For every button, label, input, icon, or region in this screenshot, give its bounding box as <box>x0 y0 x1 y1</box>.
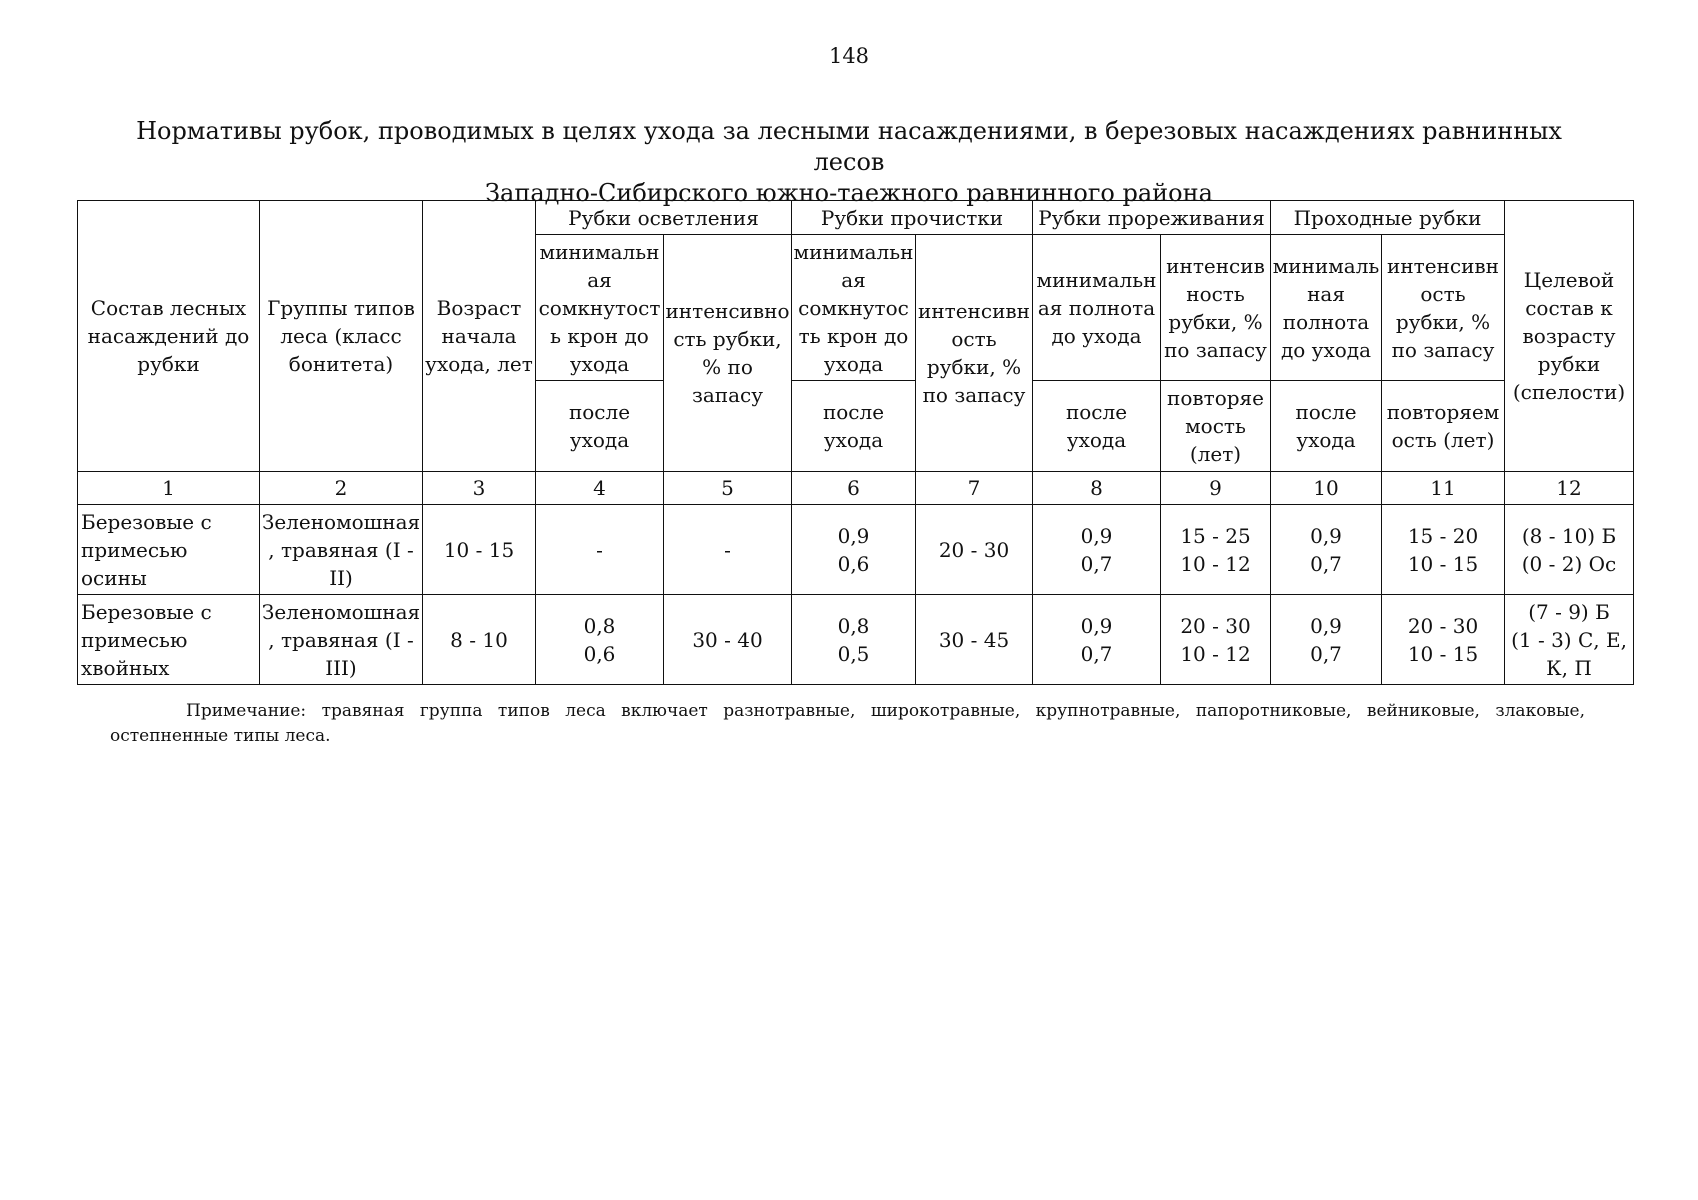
header-c4-top: минимальн ая сомкнутост ь крон до ухода <box>536 235 664 381</box>
header-c7: интенсивн ость рубки, % по запасу <box>916 235 1033 472</box>
cell-forest-group: Зеленомошная , травяная (I - III) <box>260 595 423 685</box>
cell-prorezhivanie-density: 0,9 0,7 <box>1033 595 1161 685</box>
cell-composition: Березовые с примесью осины <box>78 505 260 595</box>
header-c8-bottom: после ухода <box>1033 381 1161 472</box>
header-c4-bottom: после ухода <box>536 381 664 472</box>
column-number: 5 <box>664 472 792 505</box>
cell-forest-group: Зеленомошная , травяная (I - II) <box>260 505 423 595</box>
header-c8-top: минимальн ая полнота до ухода <box>1033 235 1161 381</box>
cell-osvetlenie-intensity: - <box>664 505 792 595</box>
column-number: 9 <box>1161 472 1271 505</box>
cell-prorezhivanie-density: 0,9 0,7 <box>1033 505 1161 595</box>
header-c6-bottom: после ухода <box>792 381 916 472</box>
header-c11-top: интенсивн ость рубки, % по запасу <box>1382 235 1505 381</box>
column-number: 10 <box>1271 472 1382 505</box>
header-group-osvetlenie: Рубки осветления <box>536 201 792 235</box>
title-line-2: Западно-Сибирского южно-таежного равнинного района <box>485 179 1213 207</box>
column-number: 4 <box>536 472 664 505</box>
header-group-prohodnye: Проходные рубки <box>1271 201 1505 235</box>
cell-osvetlenie-density: - <box>536 505 664 595</box>
column-number: 7 <box>916 472 1033 505</box>
header-group-prorezhivanie: Рубки прореживания <box>1033 201 1271 235</box>
header-composition: Состав лесных насаждений до рубки <box>78 201 260 472</box>
column-number: 2 <box>260 472 423 505</box>
header-c6-top: минимальн ая сомкнутос ть крон до ухода <box>792 235 916 381</box>
header-group-prochistka: Рубки прочистки <box>792 201 1033 235</box>
table-row <box>78 595 1634 685</box>
header-c9-bottom: повторяе мость (лет) <box>1161 381 1271 472</box>
header-forest-group: Группы типов леса (класс бонитета) <box>260 201 423 472</box>
table-row <box>78 505 1634 595</box>
column-number-row <box>78 472 1634 505</box>
cell-prohodnye-density: 0,9 0,7 <box>1271 505 1382 595</box>
header-target-composition: Целевой состав к возрасту рубки (спелости) <box>1505 201 1634 472</box>
cell-prochistka-density: 0,9 0,6 <box>792 505 916 595</box>
cell-start-age: 10 - 15 <box>423 505 536 595</box>
column-number: 8 <box>1033 472 1161 505</box>
cell-target-composition: (8 - 10) Б (0 - 2) Ос <box>1505 505 1634 595</box>
header-start-age: Возраст начала ухода, лет <box>423 201 536 472</box>
header-c10-bottom: после ухода <box>1271 381 1382 472</box>
cell-prohodnye-intensity: 15 - 20 10 - 15 <box>1382 505 1505 595</box>
cell-composition: Березовые с примесью хвойных <box>78 595 260 685</box>
cell-start-age: 8 - 10 <box>423 595 536 685</box>
page-number: 148 <box>828 44 870 68</box>
cell-prochistka-intensity: 20 - 30 <box>916 505 1033 595</box>
column-number: 11 <box>1382 472 1505 505</box>
cell-prochistka-density: 0,8 0,5 <box>792 595 916 685</box>
page-title <box>100 116 1598 209</box>
column-number: 6 <box>792 472 916 505</box>
cell-prochistka-intensity: 30 - 45 <box>916 595 1033 685</box>
cell-target-composition: (7 - 9) Б (1 - 3) С, Е, К, П <box>1505 595 1634 685</box>
cell-osvetlenie-intensity: 30 - 40 <box>664 595 792 685</box>
cell-prohodnye-intensity: 20 - 30 10 - 15 <box>1382 595 1505 685</box>
column-number: 12 <box>1505 472 1634 505</box>
cell-prorezhivanie-intensity: 20 - 30 10 - 12 <box>1161 595 1271 685</box>
cell-prorezhivanie-intensity: 15 - 25 10 - 12 <box>1161 505 1271 595</box>
cell-osvetlenie-density: 0,8 0,6 <box>536 595 664 685</box>
header-row-groups <box>78 201 1634 235</box>
table-note: Примечание: травяная группа типов леса включает разнотравные, широкотравные, крупнотравные, папоротниковые, вейниковые, злаковые, остепненные типы леса. <box>110 701 1585 746</box>
header-c5: интенсивно сть рубки, % по запасу <box>664 235 792 472</box>
header-c11-bottom: повторяем ость (лет) <box>1382 381 1505 472</box>
header-c10-top: минималь ная полнота до ухода <box>1271 235 1382 381</box>
norms-table <box>77 200 1634 685</box>
title-line-1: Нормативы рубок, проводимых в целях ухода за лесными насаждениями, в березовых насаждениях равнинных лесов <box>136 117 1562 176</box>
column-number: 1 <box>78 472 260 505</box>
header-c9-top: интенсив ность рубки, % по запасу <box>1161 235 1271 381</box>
cell-prohodnye-density: 0,9 0,7 <box>1271 595 1382 685</box>
column-number: 3 <box>423 472 536 505</box>
